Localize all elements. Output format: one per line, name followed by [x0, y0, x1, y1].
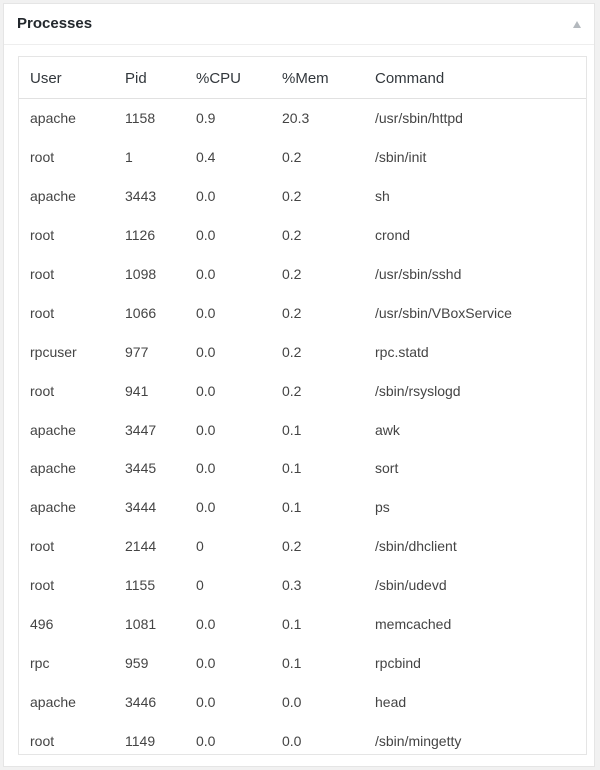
cell-user: root — [30, 149, 55, 166]
cell-pid: 1 — [125, 149, 133, 166]
cell-user: root — [30, 304, 55, 321]
cell-command: /sbin/mingetty — [375, 732, 462, 749]
cell-pid: 941 — [125, 382, 149, 399]
column-header-user: User — [19, 57, 125, 99]
cell-pid: 1126 — [125, 227, 156, 244]
table-row — [19, 566, 586, 605]
cell-pid: 3447 — [125, 421, 157, 438]
table-row — [19, 138, 586, 177]
cell-mem: 0.2 — [282, 149, 302, 166]
cell-command: /sbin/dhclient — [375, 538, 457, 555]
cell-user: root — [30, 577, 55, 594]
cell-pid: 1066 — [125, 304, 157, 321]
processes-panel — [3, 3, 595, 767]
processes-table — [19, 57, 586, 755]
cell-user: apache — [30, 110, 76, 127]
cell-cpu: 0.9 — [196, 110, 216, 127]
cell-command: /sbin/rsyslogd — [375, 382, 461, 399]
cell-cpu: 0.0 — [196, 693, 216, 710]
cell-command: awk — [375, 421, 400, 438]
table-row — [19, 410, 586, 449]
table-row — [19, 682, 586, 721]
cell-command: /sbin/udevd — [375, 577, 447, 594]
table-row — [19, 721, 586, 755]
cell-pid: 959 — [125, 654, 149, 671]
cell-cpu: 0.0 — [196, 266, 216, 282]
table-row — [19, 255, 586, 294]
cell-cpu: 0.0 — [196, 499, 216, 516]
cell-cpu: 0.0 — [196, 343, 216, 360]
cell-command: /sbin/init — [375, 149, 427, 166]
cell-command: sh — [375, 188, 390, 205]
cell-pid: 977 — [125, 343, 149, 360]
cell-mem: 0.3 — [282, 577, 302, 594]
cell-cpu: 0 — [196, 577, 204, 594]
cell-pid: 1158 — [125, 110, 156, 127]
table-row — [19, 449, 586, 488]
table-row — [19, 177, 586, 216]
cell-user: rpcuser — [30, 343, 77, 360]
table-row — [19, 99, 586, 138]
column-header-pid: Pid — [125, 57, 196, 99]
panel-header[interactable] — [4, 4, 594, 45]
cell-command: /usr/sbin/VBoxService — [375, 304, 512, 321]
triangle-up-icon — [573, 21, 581, 28]
cell-user: apache — [30, 460, 76, 477]
cell-mem: 0.1 — [282, 499, 302, 516]
table-row — [19, 527, 586, 566]
cell-mem: 0.0 — [282, 732, 302, 749]
cell-mem: 0.1 — [282, 654, 302, 671]
cell-user: apache — [30, 188, 76, 205]
cell-pid: 2144 — [125, 538, 157, 555]
cell-command: /usr/sbin/sshd — [375, 266, 462, 282]
panel-title: Processes — [17, 15, 93, 32]
cell-mem: 0.2 — [282, 304, 302, 321]
cell-user: rpc — [30, 654, 50, 671]
cell-user: root — [30, 538, 55, 555]
processes-table-container — [18, 56, 587, 755]
cell-cpu: 0.0 — [196, 616, 216, 633]
cell-mem: 0.1 — [282, 460, 302, 477]
cell-cpu: 0.0 — [196, 227, 216, 244]
table-row — [19, 488, 586, 527]
collapse-toggle-button[interactable] — [566, 13, 588, 35]
cell-mem: 0.1 — [282, 616, 302, 633]
cell-mem: 0.2 — [282, 227, 302, 244]
cell-cpu: 0.4 — [196, 149, 216, 166]
table-row — [19, 216, 586, 255]
column-header-cpu: %CPU — [196, 57, 282, 99]
cell-pid: 1155 — [125, 577, 156, 594]
cell-mem: 0.0 — [282, 693, 302, 710]
cell-user: apache — [30, 693, 76, 710]
cell-user: root — [30, 732, 55, 749]
cell-user: apache — [30, 499, 76, 516]
cell-mem: 0.2 — [282, 382, 302, 399]
cell-command: rpc.statd — [375, 343, 429, 360]
table-row — [19, 332, 586, 371]
cell-user: root — [30, 227, 55, 244]
cell-cpu: 0.0 — [196, 460, 216, 477]
cell-command: memcached — [375, 616, 452, 633]
cell-cpu: 0.0 — [196, 382, 216, 399]
cell-pid: 1081 — [125, 616, 157, 633]
column-header-command: Command — [375, 57, 586, 99]
cell-mem: 0.2 — [282, 538, 302, 555]
cell-pid: 3444 — [125, 499, 157, 516]
cell-cpu: 0.0 — [196, 188, 216, 205]
cell-cpu: 0.0 — [196, 421, 216, 438]
cell-cpu: 0.0 — [196, 732, 216, 749]
cell-command: crond — [375, 227, 411, 244]
table-row — [19, 605, 586, 644]
cell-mem: 0.2 — [282, 188, 302, 205]
table-header-row — [19, 57, 586, 99]
cell-command: sort — [375, 460, 399, 477]
cell-command: head — [375, 693, 407, 710]
cell-pid: 3446 — [125, 693, 157, 710]
cell-user: root — [30, 382, 55, 399]
cell-cpu: 0 — [196, 538, 204, 555]
table-row — [19, 643, 586, 682]
cell-pid: 3443 — [125, 188, 157, 205]
cell-user: apache — [30, 421, 76, 438]
column-header-mem: %Mem — [282, 57, 375, 99]
cell-mem: 0.1 — [282, 421, 302, 438]
cell-cpu: 0.0 — [196, 654, 216, 671]
cell-pid: 3445 — [125, 460, 157, 477]
cell-pid: 1098 — [125, 266, 157, 282]
cell-mem: 20.3 — [282, 110, 310, 127]
cell-user: root — [30, 266, 55, 282]
cell-command: rpcbind — [375, 654, 421, 671]
table-row — [19, 293, 586, 332]
cell-mem: 0.2 — [282, 266, 302, 282]
cell-mem: 0.2 — [282, 343, 302, 360]
cell-command: /usr/sbin/httpd — [375, 110, 463, 127]
cell-command: ps — [375, 499, 390, 516]
cell-user: 496 — [30, 616, 54, 633]
cell-pid: 1149 — [125, 732, 156, 749]
table-row — [19, 371, 586, 410]
cell-cpu: 0.0 — [196, 304, 216, 321]
